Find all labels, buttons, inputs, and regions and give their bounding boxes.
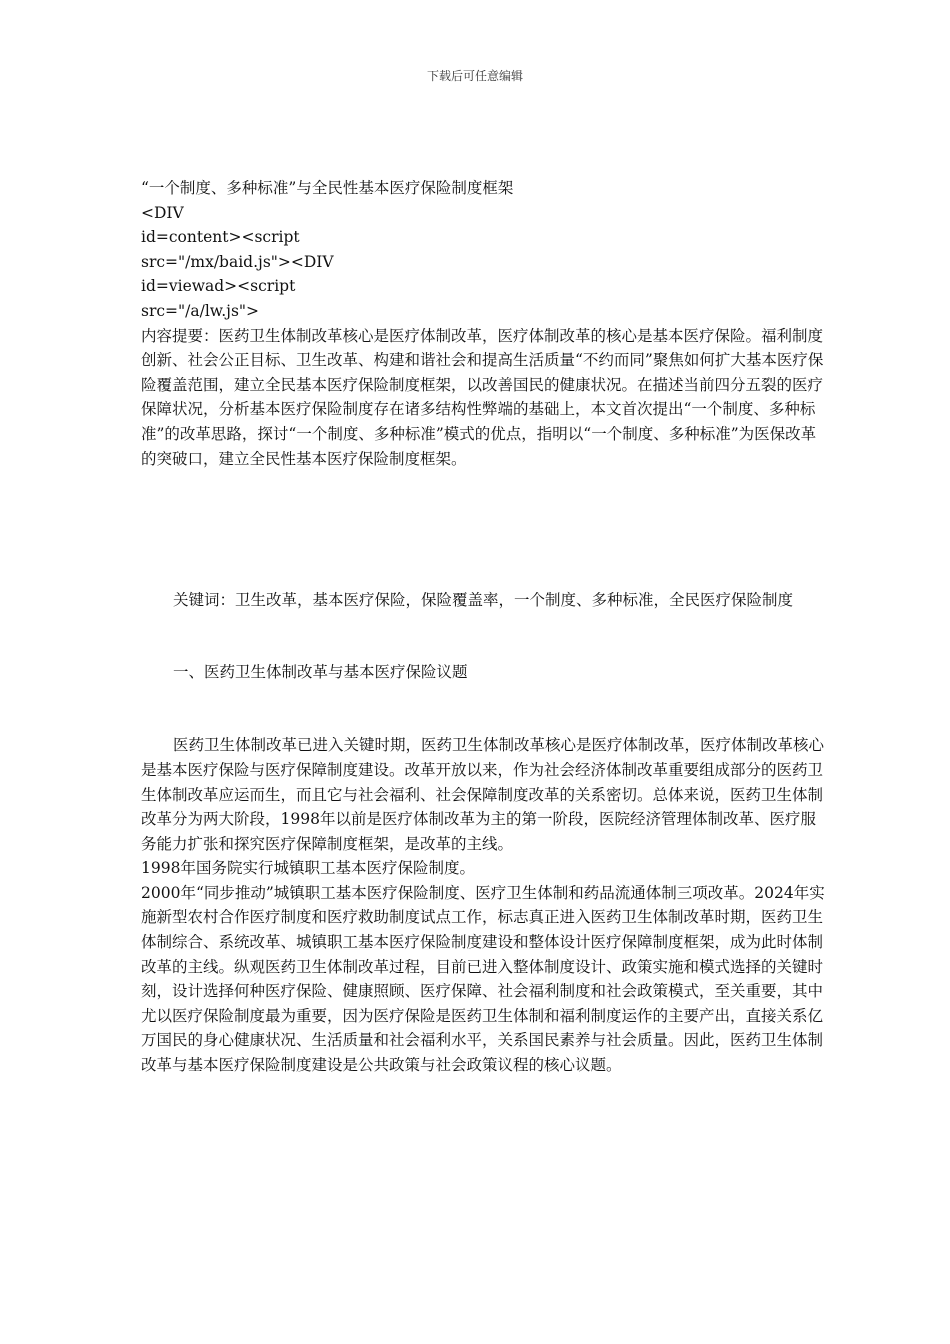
- abstract-paragraph: 内容提要：医药卫生体制改革核心是医疗体制改革，医疗体制改革的核心是基本医疗保险。福利制度创新、社会公正目标、卫生改革、构建和谐社会和提高生活质量“不约而同”聚焦如何扩大基本医疗保险覆盖范围，建立全民基本医疗保险制度框架，以改善国民的健康状况。在描述当前四分五裂的医疗保障状况，分析基本医疗保险制度存在诸多结构性弊端的基础上，本文首次提出“一个制度、多种标准”的改革思路，探讨“一个制度、多种标准”模式的优点，指明以“一个制度、多种标准”为医保改革的突破口，建立全民性基本医疗保险制度框架。: [141, 326, 824, 468]
- body-paragraph: 2000年“同步推动”城镇职工基本医疗保险制度、医疗卫生体制和药品流通体制三项改革。2024年实施新型农村合作医疗制度和医疗救助制度试点工作，标志真正进入医药卫生体制改革时期，医药卫生体制综合、系统改革、城镇职工基本医疗保险制度建设和整体设计医疗保障制度框架，成为此时体制改革的主线。纵观医药卫生体制改革过程，目前已进入整体制度设计、政策实施和模式选择的关键时刻，设计选择何种医疗保险、健康照顾、医疗保障、社会福利制度和社会政策模式，至关重要，其中尤以医疗保险制度最为重要，因为医疗保险是医药卫生体制和福利制度运作的主要产出，直接关系亿万国民的身心健康状况、生活质量和社会福利水平，关系国民素养与社会质量。因此，医药卫生体制改革与基本医疗保险制度建设是公共政策与社会政策议程的核心议题。: [141, 883, 825, 1075]
- code-line: src="/mx/baid.js"><DIV: [141, 252, 334, 271]
- code-line: src="/a/lw.js">: [141, 301, 260, 320]
- code-line: id=content><script: [141, 228, 300, 247]
- code-line: id=viewad><script: [141, 277, 296, 296]
- section-heading: 一、医药卫生体制改革与基本医疗保险议题: [173, 662, 468, 681]
- document-body: [141, 176, 831, 1078]
- keywords-paragraph: 关键词：卫生改革，基本医疗保险，保险覆盖率，一个制度、多种标准，全民医疗保险制度: [173, 591, 794, 610]
- body-paragraph: 医药卫生体制改革已进入关键时期，医药卫生体制改革核心是医疗体制改革，医疗体制改革核心是基本医疗保险与医疗保障制度建设。改革开放以来，作为社会经济体制改革重要组成部分的医药卫生体制改革应运而生，而且它与社会福利、社会保障制度改革的关系密切。总体来说，医药卫生体制改革分为两大阶段，1998年以前是医疗体制改革为主的第一阶段，医院经济管理体制改革、医疗服务能力扩张和探究医疗保障制度框架，是改革的主线。: [141, 736, 825, 853]
- body-paragraph: 1998年国务院实行城镇职工基本医疗保险制度。: [141, 859, 475, 878]
- header-note: 下载后可任意编辑: [426, 69, 523, 83]
- code-line: <DIV: [141, 203, 184, 222]
- document-title: “一个制度、多种标准”与全民性基本医疗保险制度框架: [141, 179, 514, 197]
